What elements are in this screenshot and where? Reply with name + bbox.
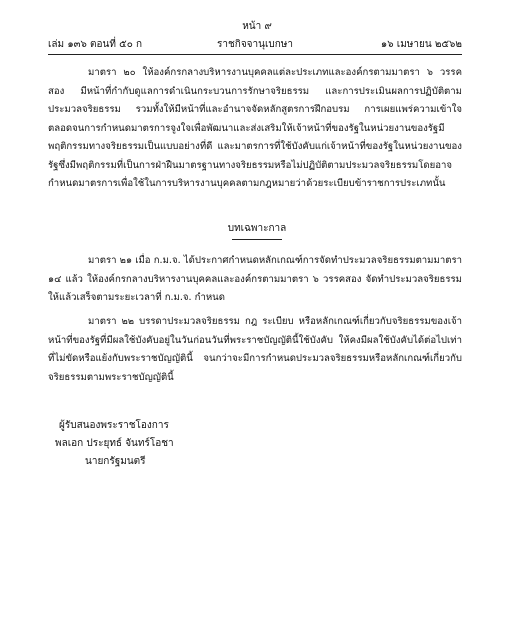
section-22-paragraph: มาตรา ๒๒ บรรดาประมวลจริยธรรม กฎ ระเบียบ หรือหลักเกณฑ์เกี่ยวกับจริยธรรมของเจ้าหน้าที่ของรัฐที่มีผลใช้บังคับอยู่ในวันก่อนวันที่พระราชบัญญัตินี้ใช้บังคับ ให้คงมีผลใช้บังคับได้ต่อไปเท่าที่ไม่ขัดหรือแย้งกับพระราชบัญญัตินี้ จนกว่าจะมีการกำหนดประมวลจริยธรรมหรือหลักเกณฑ์เกี่ยวกับจริยธรรมตามพระราชบัญญัตินี้ xyxy=(48,316,462,383)
page-number: หน้า ๙ xyxy=(242,21,272,32)
header-volume: เล่ม ๑๓๖ ตอนที่ ๕๐ ก xyxy=(48,39,143,50)
page-header xyxy=(48,37,462,51)
header-gazette-title: ราชกิจจานุเบกษา xyxy=(216,39,294,50)
signature-block xyxy=(55,417,174,471)
signature-countersign-label: ผู้รับสนองพระราชโองการ xyxy=(59,420,169,431)
signature-title: นายกรัฐมนตรี xyxy=(85,456,146,467)
section-title-underline xyxy=(232,239,282,240)
section-20-paragraph: มาตรา ๒๐ ให้องค์กรกลางบริหารงานบุคคลแต่ละประเภทและองค์กรตามมาตรา ๖ วรรคสอง มีหน้าที่กำกับดูแลการดำเนินกระบวนการรักษาจริยธรรม และการประเมินผลการปฏิบัติตามประมวลจริยธรรม รวมทั้งให้มีหน้าที่และอำนาจจัดหลักสูตรการฝึกอบรม การเผยแพร่ความเข้าใจตลอดจนการกำหนดมาตรการจูงใจเพื่อพัฒนาและส่งเสริมให้เจ้าหน้าที่ของรัฐในหน่วยงานของรัฐมีพฤติกรรมทางจริยธรรมเป็นแบบอย่างที่ดี และมาตรการที่ใช้บังคับแก่เจ้าหน้าที่ของรัฐในหน่วยงานของรัฐซึ่งมีพฤติกรรมที่เป็นการฝ่าฝืนมาตรฐานทางจริยธรรมหรือไม่ปฏิบัติตามประมวลจริยธรรมโดยอาจกำหนดมาตรการเพื่อใช้ในการบริหารงานบุคคลตามกฎหมายว่าด้วยระเบียบข้าราชการประเภทนั้น xyxy=(48,67,462,189)
signature-name: พลเอก ประยุทธ์ จันทร์โอชา xyxy=(55,438,174,449)
header-date: ๑๖ เมษายน ๒๕๖๒ xyxy=(380,39,462,50)
section-title: บทเฉพาะกาล xyxy=(227,223,287,234)
section-21-paragraph: มาตรา ๒๑ เมื่อ ก.ม.จ. ได้ประกาศกำหนดหลักเกณฑ์การจัดทำประมวลจริยธรรมตามมาตรา ๑๔ แล้ว ให้องค์กรกลางบริหารงานบุคคลและองค์กรตามมาตรา ๖ วรรคสอง จัดทำประมวลจริยธรรมให้แล้วเสร็จตามระยะเวลาที่ ก.ม.จ. กำหนด xyxy=(48,255,462,303)
header-rule xyxy=(48,54,462,55)
